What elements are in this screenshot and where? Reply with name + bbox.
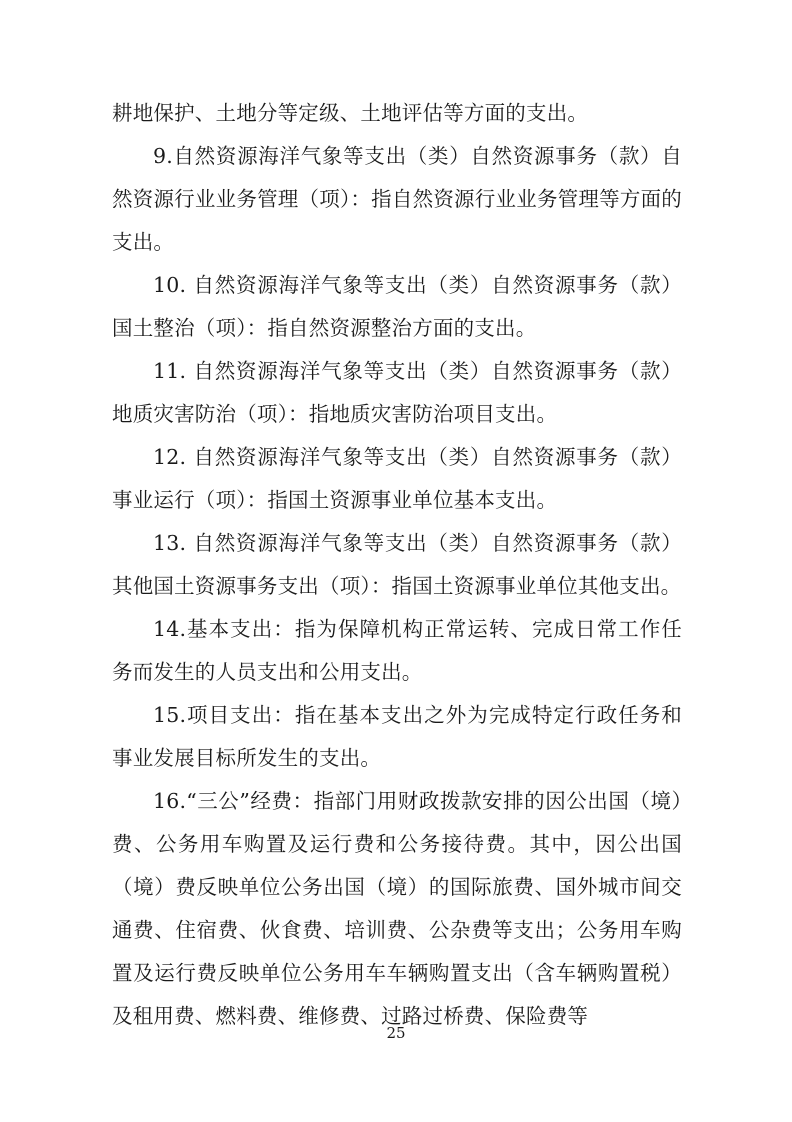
paragraph: 10. 自然资源海洋气象等支出（类）自然资源事务（款）国土整治（项）：指自然资源整治方面的支出。 [112,273,682,340]
page-number: 25 [386,1024,406,1042]
paragraph: 16.“三公”经费：指部门用财政拨款安排的因公出国（境）费、公务用车购置及运行费和公务接待费。其中，因公出国（境）费反映单位公务出国（境）的国际旅费、国外城市间交通费、住宿费、伙食费、培训费、公杂费等支出；公务用车购置及运行费反映单位公务用车车辆购置支出（含车辆购置税）及租用费、燃料费、维修费、过路过桥费、保险费等 [112,789,682,1028]
paragraph: 9.自然资源海洋气象等支出（类）自然资源事务（款）自然资源行业业务管理（项）：指自然资源行业业务管理等方面的支出。 [112,144,682,254]
paragraph: 13. 自然资源海洋气象等支出（类）自然资源事务（款）其他国土资源事务支出（项）：指国土资源事业单位其他支出。 [112,531,682,598]
page-body [112,92,682,1038]
paragraph: 12. 自然资源海洋气象等支出（类）自然资源事务（款）事业运行（项）：指国土资源事业单位基本支出。 [112,445,682,512]
paragraph: 11. 自然资源海洋气象等支出（类）自然资源事务（款）地质灾害防治（项）：指地质灾害防治项目支出。 [112,359,682,426]
paragraph: 耕地保护、土地分等定级、土地评估等方面的支出。 [112,101,589,125]
paragraph: 14.基本支出：指为保障机构正常运转、完成日常工作任务而发生的人员支出和公用支出。 [112,617,682,684]
paragraph: 15.项目支出：指在基本支出之外为完成特定行政任务和事业发展目标所发生的支出。 [112,703,682,770]
